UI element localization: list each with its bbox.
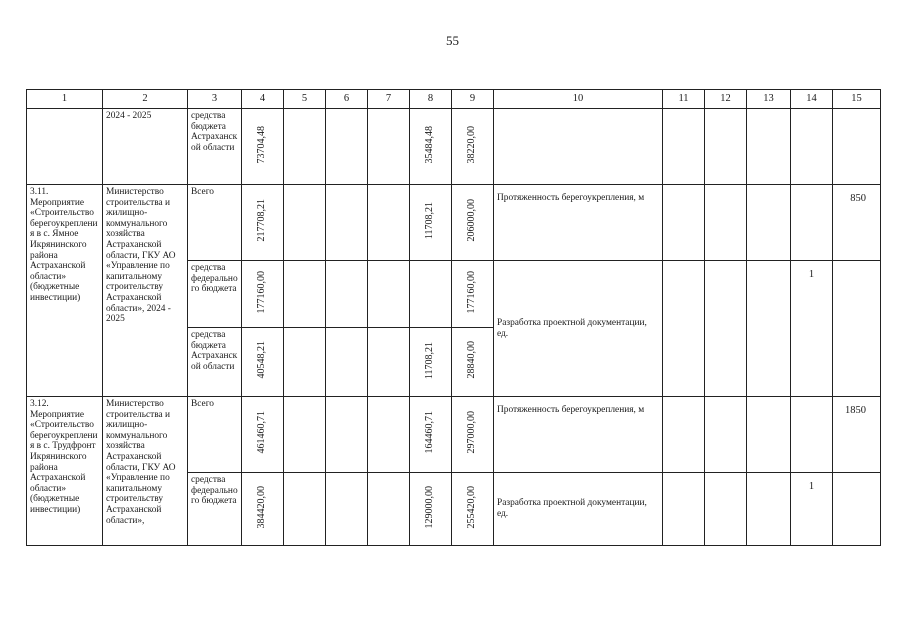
amount-value: 177160,00 [256,270,268,314]
empty-cell [663,473,705,546]
indicator-cell [494,109,663,185]
column-header: 2 [103,90,188,109]
empty-cell [791,109,833,185]
empty-cell [284,109,326,185]
amount-cell-col8 [410,397,452,473]
amount-value: 73704,48 [256,125,268,164]
amount-cell-col8 [410,473,452,546]
funding-source-cell: средства бюджета Астраханской области [188,109,242,185]
column-header: 8 [410,90,452,109]
empty-cell [368,109,410,185]
empty-cell [747,473,791,546]
amount-value: 11708,21 [424,341,436,379]
column-header: 15 [833,90,881,109]
amount-value: 35484,48 [424,125,436,164]
empty-cell [705,397,747,473]
amount-value: 297000,00 [466,411,478,454]
amount-cell-col9 [452,109,494,185]
amount-value: 217708,21 [256,199,268,242]
amount-value: 384420,00 [256,485,268,529]
empty-cell [791,397,833,473]
column-header: 10 [494,90,663,109]
empty-cell [705,473,747,546]
empty-cell [663,261,705,397]
measure-cell: 3.12. Мероприятие «Строительство берегоукрепления в с. Трудфронт Икрянинского района Астраханской области» (бюджетные инвестиции) [27,397,103,546]
target-value-col14: 1 [791,261,833,397]
empty-cell [284,261,326,328]
empty-cell [368,185,410,261]
empty-cell [663,109,705,185]
indicator-cell: Разработка проектной документации, ед. [494,473,663,546]
empty-cell [368,261,410,328]
amount-value: 164460,71 [424,411,436,454]
empty-cell [284,185,326,261]
amount-value: 206000,00 [466,199,478,242]
column-header: 13 [747,90,791,109]
table-row [27,109,881,185]
amount-value: 40548,21 [256,341,268,379]
amount-cell-col9 [452,397,494,473]
amount-cell-col4 [242,109,284,185]
indicator-cell: Протяженность берегоукрепления, м [494,185,663,261]
amount-value: 255420,00 [466,485,478,529]
column-header: 5 [284,90,326,109]
budget-table [26,89,881,546]
amount-cell-col9 [452,185,494,261]
funding-source-cell: Всего [188,185,242,261]
empty-cell [326,109,368,185]
empty-cell [410,261,452,328]
empty-cell [368,473,410,546]
amount-cell-col8 [410,328,452,397]
empty-cell [326,397,368,473]
amount-value: 28840,00 [466,341,478,379]
executor-cell: Министерство строительства и жилищно-коммунального хозяйства Астраханской области, ГКУ АО «Управление по капитальному строительству Астраханской области», [103,397,188,546]
empty-cell [705,261,747,397]
column-header: 1 [27,90,103,109]
amount-value: 177160,00 [466,270,478,314]
funding-source-cell: средства бюджета Астраханской области [188,328,242,397]
amount-cell-col9 [452,473,494,546]
page-number: 55 [446,33,459,48]
amount-cell-col8 [410,185,452,261]
funding-source-cell: средства федерального бюджета [188,261,242,328]
empty-cell [326,261,368,328]
measure-cell [27,109,103,185]
amount-value: 461460,71 [256,411,268,454]
indicator-cell: Разработка проектной документации, ед. [494,261,663,397]
empty-cell [833,109,881,185]
empty-cell [326,473,368,546]
column-header: 14 [791,90,833,109]
column-header: 6 [326,90,368,109]
column-header: 9 [452,90,494,109]
empty-cell [747,261,791,397]
executor-cell: 2024 - 2025 [103,109,188,185]
amount-cell-col4 [242,473,284,546]
target-value-col15: 1850 [833,397,881,473]
amount-value: 129000,00 [424,485,436,529]
column-header: 4 [242,90,284,109]
executor-cell: Министерство строительства и жилищно-коммунального хозяйства Астраханской области, ГКУ АО «Управление по капитальному строительству Астраханской области», 2024 - 2025 [103,185,188,397]
amount-cell-col9 [452,261,494,328]
table-row [27,397,881,473]
target-value-col14: 1 [791,473,833,546]
column-header: 3 [188,90,242,109]
column-number-row [27,90,881,109]
empty-cell [663,185,705,261]
amount-cell-col4 [242,261,284,328]
amount-cell-col4 [242,328,284,397]
target-value-col15: 850 [833,185,881,261]
empty-cell [747,109,791,185]
amount-cell-col4 [242,185,284,261]
funding-source-cell: средства федерального бюджета [188,473,242,546]
empty-cell [284,328,326,397]
empty-cell [705,185,747,261]
empty-cell [747,185,791,261]
indicator-cell: Протяженность берегоукрепления, м [494,397,663,473]
amount-cell-col4 [242,397,284,473]
empty-cell [705,109,747,185]
empty-cell [326,328,368,397]
empty-cell [791,185,833,261]
amount-cell-col9 [452,328,494,397]
empty-cell [747,397,791,473]
column-header: 11 [663,90,705,109]
column-header: 7 [368,90,410,109]
amount-cell-col8 [410,109,452,185]
empty-cell [284,473,326,546]
column-header: 12 [705,90,747,109]
empty-cell [368,397,410,473]
empty-cell [326,185,368,261]
measure-cell: 3.11. Мероприятие «Строительство берегоукрепления в с. Ямное Икрянинского района Астраханской области» (бюджетные инвестиции) [27,185,103,397]
funding-source-cell: Всего [188,397,242,473]
empty-cell [833,473,881,546]
empty-cell [284,397,326,473]
amount-value: 38220,00 [466,125,478,164]
table-row [27,185,881,261]
empty-cell [663,397,705,473]
amount-value: 11708,21 [424,202,436,240]
empty-cell [368,328,410,397]
empty-cell [833,261,881,397]
